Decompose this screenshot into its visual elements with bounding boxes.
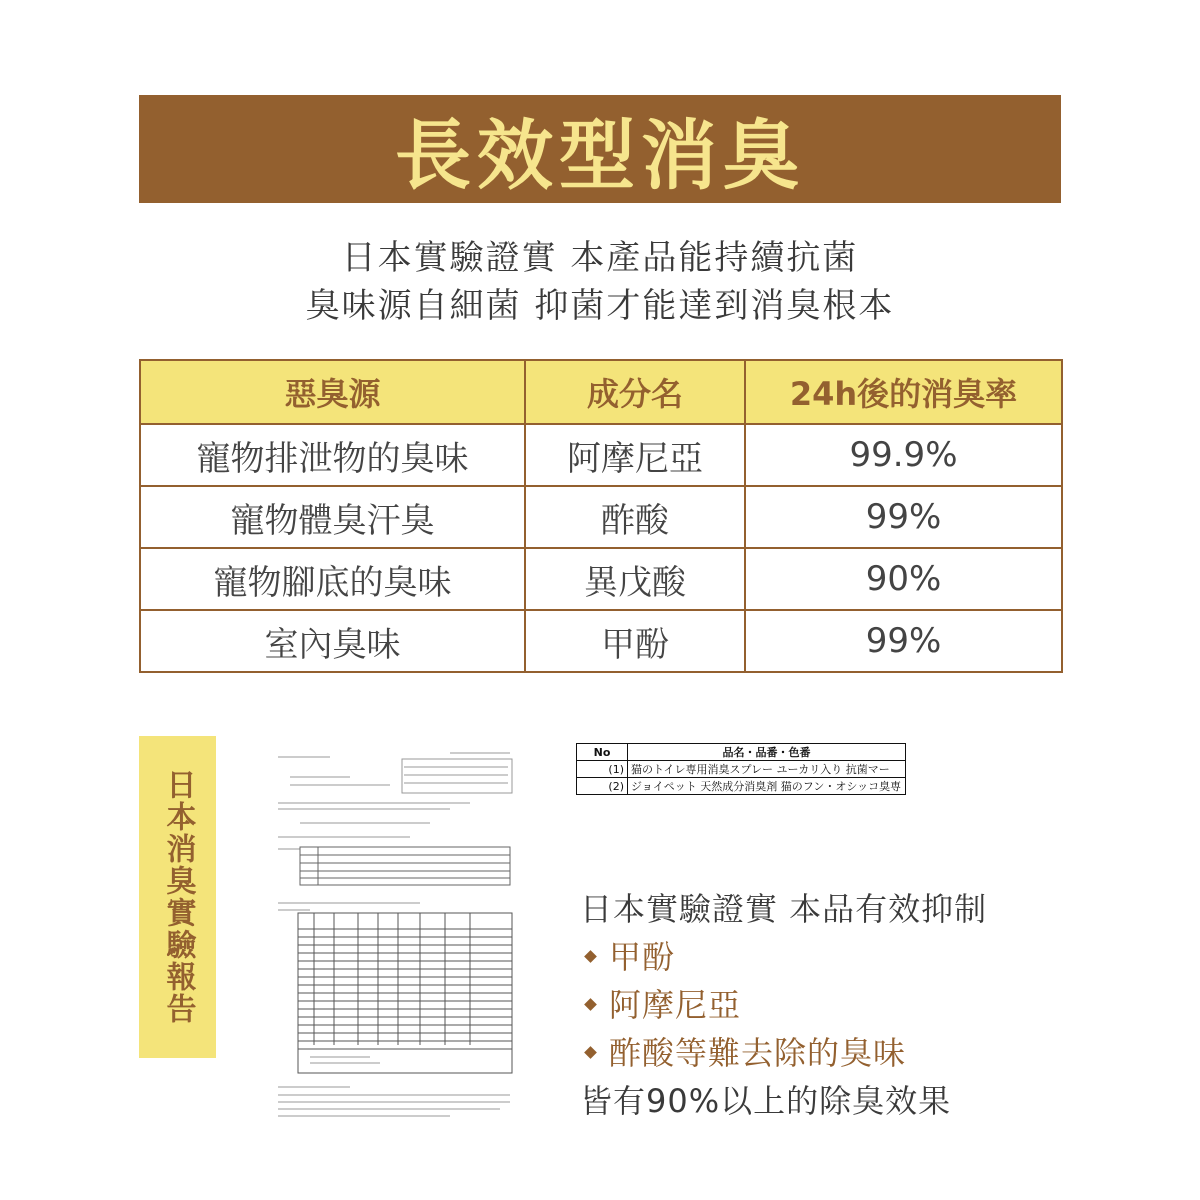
excerpt-header-no: No — [577, 744, 628, 761]
cell-rate: 99% — [745, 610, 1062, 672]
table-row — [140, 548, 1062, 610]
test-report-document-image — [270, 745, 520, 1125]
diamond-bullet-icon — [584, 950, 597, 963]
list-item — [577, 778, 906, 795]
excerpt-row-name: 猫のトイレ専用消臭スプレー ユーカリ入り 抗菌マー — [628, 761, 906, 778]
result-summary — [580, 885, 1040, 1125]
subtitle-line-2: 臭味源自細菌 抑菌才能達到消臭根本 — [305, 286, 895, 326]
cell-odor-source: 寵物排泄物的臭味 — [140, 424, 525, 486]
header-odor-source: 惡臭源 — [140, 360, 525, 424]
cell-odor-source: 室內臭味 — [140, 610, 525, 672]
excerpt-row-no: (1) — [577, 761, 628, 778]
report-excerpt — [576, 743, 906, 801]
cell-ingredient: 異戊酸 — [525, 548, 745, 610]
cell-ingredient: 酢酸 — [525, 486, 745, 548]
excerpt-row-name: ジョイペット 天然成分消臭剤 猫のフン・オシッコ臭専 — [628, 778, 906, 795]
diamond-bullet-icon — [584, 998, 597, 1011]
diamond-bullet-icon — [584, 1046, 597, 1059]
summary-bullet: 酢酸等難去除的臭味 — [580, 1029, 1040, 1077]
header-rate: 24h後的消臭率 — [745, 360, 1062, 424]
table-row — [140, 610, 1062, 672]
deodorize-rate-table — [139, 359, 1063, 673]
table-header-row — [140, 360, 1062, 424]
cell-rate: 99% — [745, 486, 1062, 548]
cell-ingredient: 甲酚 — [525, 610, 745, 672]
cell-odor-source: 寵物體臭汗臭 — [140, 486, 525, 548]
cell-ingredient: 阿摩尼亞 — [525, 424, 745, 486]
title-banner — [139, 95, 1061, 203]
table-row — [140, 424, 1062, 486]
summary-intro: 日本實驗證實 本品有效抑制 — [580, 890, 988, 928]
summary-conclusion: 皆有90%以上的除臭效果 — [580, 1082, 952, 1120]
cell-rate: 99.9% — [745, 424, 1062, 486]
subtitle-line-1: 日本實驗證實 本產品能持續抗菌 — [341, 238, 859, 278]
cell-odor-source: 寵物腳底的臭味 — [140, 548, 525, 610]
excerpt-row-no: (2) — [577, 778, 628, 795]
excerpt-header-name: 品名・品番・色番 — [628, 744, 906, 761]
header-ingredient: 成分名 — [525, 360, 745, 424]
side-label-text: 日本消臭實驗報告 — [160, 769, 196, 1025]
cell-rate: 90% — [745, 548, 1062, 610]
list-item — [577, 761, 906, 778]
summary-bullet: 阿摩尼亞 — [580, 981, 1040, 1029]
table-row — [140, 486, 1062, 548]
summary-bullet: 甲酚 — [580, 933, 1040, 981]
banner-title: 長效型消臭 — [395, 110, 805, 200]
report-side-label — [139, 736, 216, 1058]
